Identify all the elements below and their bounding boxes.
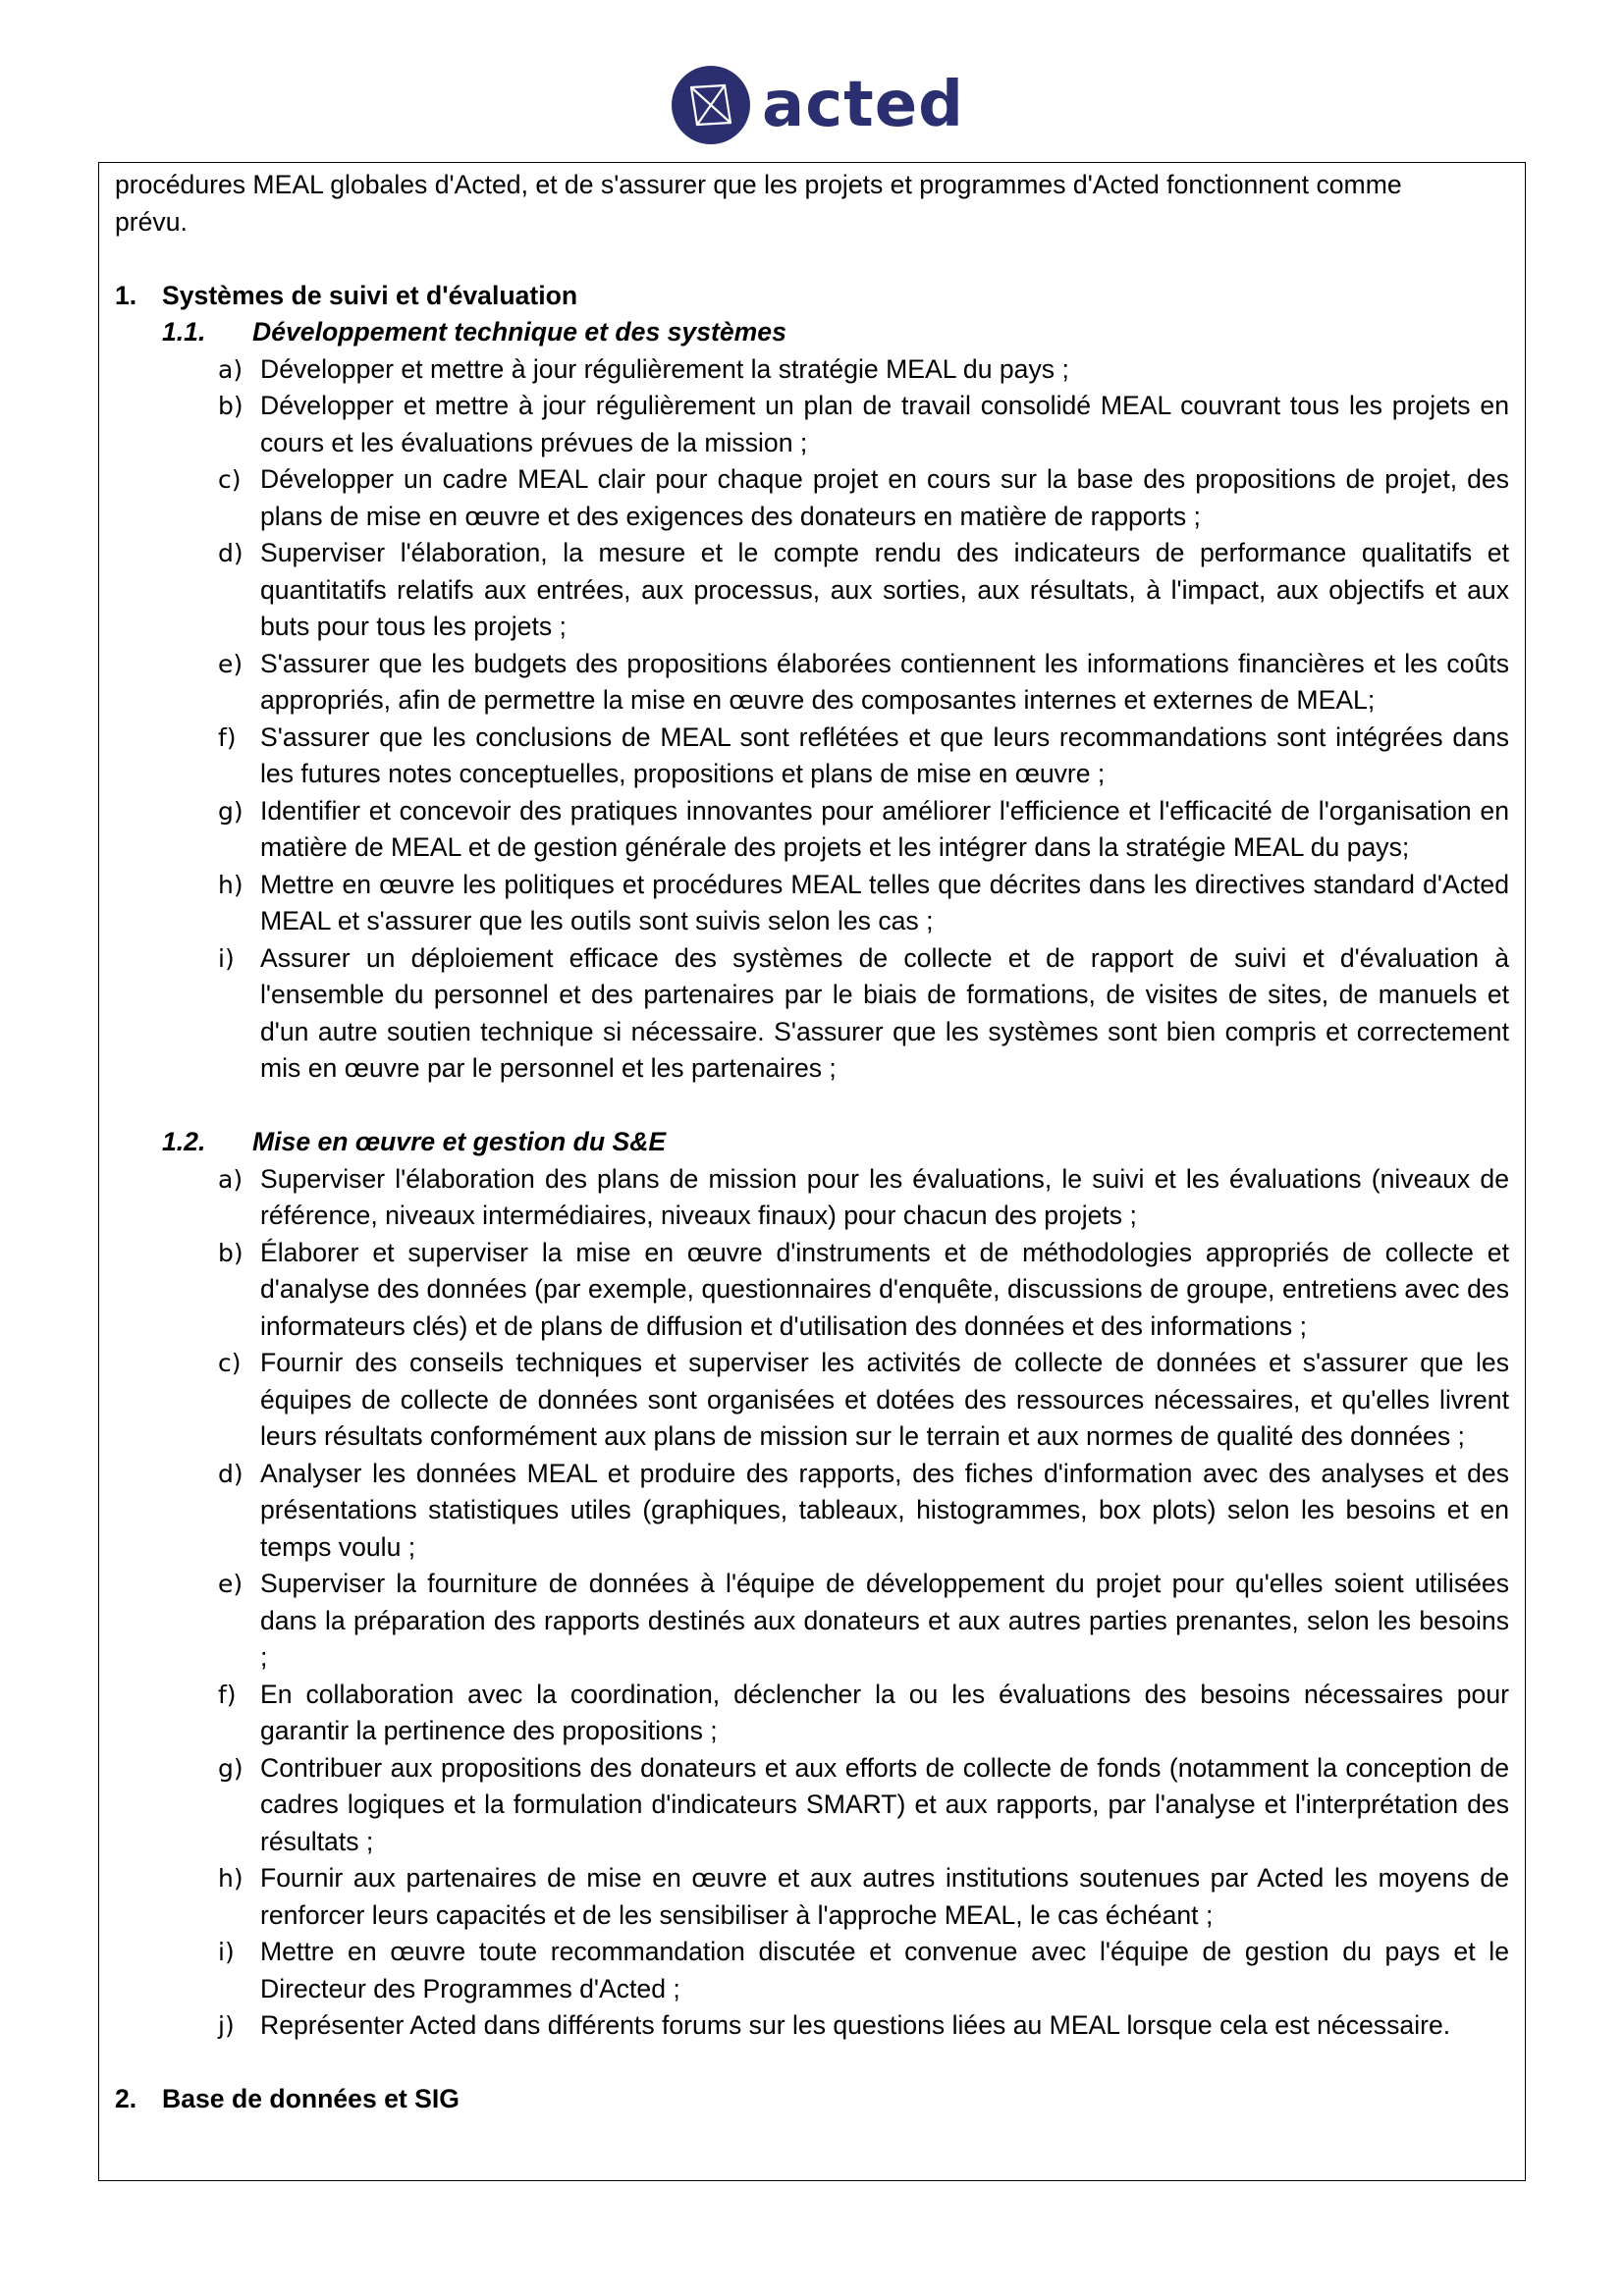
- acted-logo: [670, 61, 964, 149]
- list-item: [115, 720, 1509, 793]
- list-item-text: Contribuer aux propositions des donateurs et aux efforts de collecte de fonds (notamment la conception de cadres logiques et la formulation d'indicateurs SMART) et aux rapports, par l'analyse et l'interprétation des résultats ;: [260, 1752, 1509, 1856]
- list-item-text: En collaboration avec la coordination, déclencher la ou les évaluations des besoins nécessaires pour garantir la pertinence des propositions ;: [260, 1679, 1509, 1745]
- section-1-heading: [115, 278, 1509, 315]
- section-1-title: Systèmes de suivi et d'évaluation: [162, 280, 578, 310]
- list-item-marker: a): [218, 354, 244, 384]
- list-item-marker: j): [218, 2011, 235, 2040]
- list-item-marker: a): [218, 1164, 244, 1194]
- list-item-marker: g): [218, 1753, 244, 1783]
- document-body: [115, 167, 1509, 2118]
- list-item-marker: b): [218, 392, 244, 420]
- list-item-text: S'assurer que les conclusions de MEAL sont reflétées et que leurs recommandations sont intégrées dans les futures notes conceptuelles, propositions et plans de mise en œuvre ;: [260, 721, 1509, 788]
- list-item-marker: b): [218, 1238, 244, 1267]
- subsection-1-2-list: [115, 1161, 1509, 2045]
- list-item-text: Représenter Acted dans différents forums sur les questions liées au MEAL lorsque cela est nécessaire.: [260, 2010, 1451, 2040]
- list-item-text: Assurer un déploiement efficace des systèmes de collecte et de rapport de suivi et d'évaluation à l'ensemble du personnel et des partenaires par le biais de formations, de visites de sites, de manuels et d'un autre soutien technique si nécessaire. S'assurer que les systèmes sont bien compris et correctement mis en œuvre par le personnel et les partenaires ;: [260, 942, 1509, 1083]
- list-item-marker: c): [218, 1349, 242, 1377]
- list-item: [115, 535, 1509, 646]
- subsection-1-2-number: 1.2.: [162, 1127, 206, 1156]
- list-item-marker: c): [218, 465, 242, 494]
- subsection-1-1-number: 1.1.: [162, 317, 206, 347]
- list-item: [115, 1235, 1509, 1346]
- list-item-text: Élaborer et superviser la mise en œuvre d'instruments et de méthodologies appropriés de collecte et d'analyse des données (par exemple, questionnaires d'enquête, discussions de groupe, entretiens avec des informateurs clés) et de plans de diffusion et d'utilisation des données et des informations ;: [260, 1237, 1509, 1341]
- list-item: [115, 351, 1509, 389]
- list-item-marker: g): [218, 796, 244, 826]
- logo-wordmark: acted: [762, 69, 964, 141]
- list-item-text: Développer et mettre à jour régulièrement un plan de travail consolidé MEAL couvrant tous les projets en cours et les évaluations prévues de la mission ;: [260, 391, 1509, 457]
- list-item-marker: i): [218, 1938, 235, 1966]
- list-item-text: Superviser l'élaboration, la mesure et le compte rendu des indicateurs de performance qualitatifs et quantitatifs relatifs aux entrées, aux processus, aux sorties, aux résultats, à l'impact, aux objectifs et aux buts pour tous les projets ;: [260, 538, 1509, 641]
- list-item-marker: d): [218, 1459, 244, 1488]
- list-item: [115, 1161, 1509, 1235]
- list-item-text: Fournir aux partenaires de mise en œuvre et aux autres institutions soutenues par Acted les moyens de renforcer leurs capacités et de les sensibiliser à l'approche MEAL, le cas échéant ;: [260, 1863, 1509, 1930]
- list-item-text: Identifier et concevoir des pratiques innovantes pour améliorer l'efficience et l'efficacité de l'organisation en matière de MEAL et de gestion générale des projets et les intégrer dans la stratégie MEAL du pays;: [260, 795, 1509, 862]
- list-item: [115, 1566, 1509, 1677]
- list-item-marker: f): [218, 1680, 237, 1709]
- list-item: [115, 1456, 1509, 1567]
- list-item-marker: f): [218, 722, 237, 752]
- list-item-text: Analyser les données MEAL et produire des rapports, des fiches d'information avec des analyses et des présentations statistiques utiles (graphiques, tableaux, histogrammes, box plots) selon les besoins et en temps voulu ;: [260, 1458, 1509, 1562]
- list-item: [115, 461, 1509, 535]
- section-2-number: 2.: [115, 2084, 137, 2113]
- list-item-text: Superviser l'élaboration des plans de mission pour les évaluations, le suivi et les évaluations (niveaux de référence, niveaux intermédiaires, niveaux finaux) pour chacun des projets ;: [260, 1163, 1509, 1230]
- list-item: [115, 867, 1509, 940]
- section-2-title: Base de données et SIG: [162, 2084, 460, 2113]
- list-item: [115, 388, 1509, 461]
- list-item: [115, 646, 1509, 720]
- list-item-marker: e): [218, 1570, 244, 1598]
- list-item-text: Fournir des conseils techniques et superviser les activités de collecte de données et s'assurer que les équipes de collecte de données sont organisées et dotées des ressources nécessaires, et qu'elles livrent leurs résultats conformément aux plans de mission sur le terrain et aux normes de qualité des données ;: [260, 1348, 1509, 1451]
- list-item: [115, 940, 1509, 1088]
- list-item-text: Mettre en œuvre toute recommandation discutée et convenue avec l'équipe de gestion du pays et le Directeur des Programmes d'Acted ;: [260, 1937, 1509, 2003]
- list-item-marker: d): [218, 539, 244, 567]
- section-2-heading: [115, 2081, 1509, 2118]
- subsection-1-2-title: Mise en œuvre et gestion du S&E: [252, 1127, 667, 1156]
- subsection-1-2-heading: [115, 1124, 1509, 1161]
- list-item-text: Développer un cadre MEAL clair pour chaque projet en cours sur la base des propositions de projet, des plans de mise en œuvre et des exigences des donateurs en matière de rapports ;: [260, 464, 1509, 531]
- list-item-text: Superviser la fourniture de données à l'équipe de développement du projet pour qu'elles soient utilisées dans la préparation des rapports destinés aux donateurs et aux autres parties prenantes, selon les besoins ;: [260, 1569, 1509, 1672]
- list-item-text: Mettre en œuvre les politiques et procédures MEAL telles que décrites dans les directives standard d'Acted MEAL et s'assurer que les outils sont suivis selon les cas ;: [260, 869, 1509, 935]
- list-item-text: Développer et mettre à jour régulièrement la stratégie MEAL du pays ;: [260, 353, 1069, 384]
- list-item: [115, 1934, 1509, 2007]
- section-1-number: 1.: [115, 280, 137, 310]
- list-item-marker: i): [218, 943, 235, 973]
- list-item-marker: e): [218, 649, 244, 678]
- acted-logo-icon: [670, 64, 752, 146]
- list-item: [115, 1860, 1509, 1934]
- list-item: [115, 1750, 1509, 1861]
- list-item: [115, 793, 1509, 867]
- subsection-1-1-list: [115, 351, 1509, 1088]
- list-item: [115, 1677, 1509, 1750]
- list-item: [115, 2007, 1509, 2045]
- list-item-marker: h): [218, 870, 244, 899]
- subsection-1-1-heading: [115, 314, 1509, 351]
- subsection-1-1-title: Développement technique et des systèmes: [252, 317, 786, 347]
- list-item-marker: h): [218, 1864, 244, 1893]
- list-item: [115, 1345, 1509, 1456]
- list-item-text: S'assurer que les budgets des propositions élaborées contiennent les informations financières et les coûts appropriés, afin de permettre la mise en œuvre des composantes internes et externes de MEAL;: [260, 648, 1509, 715]
- intro-line-2: prévu.: [115, 206, 188, 237]
- intro-line-1: procédures MEAL globales d'Acted, et de s'assurer que les projets et programmes d'Acted fonctionnent comme: [115, 170, 1402, 199]
